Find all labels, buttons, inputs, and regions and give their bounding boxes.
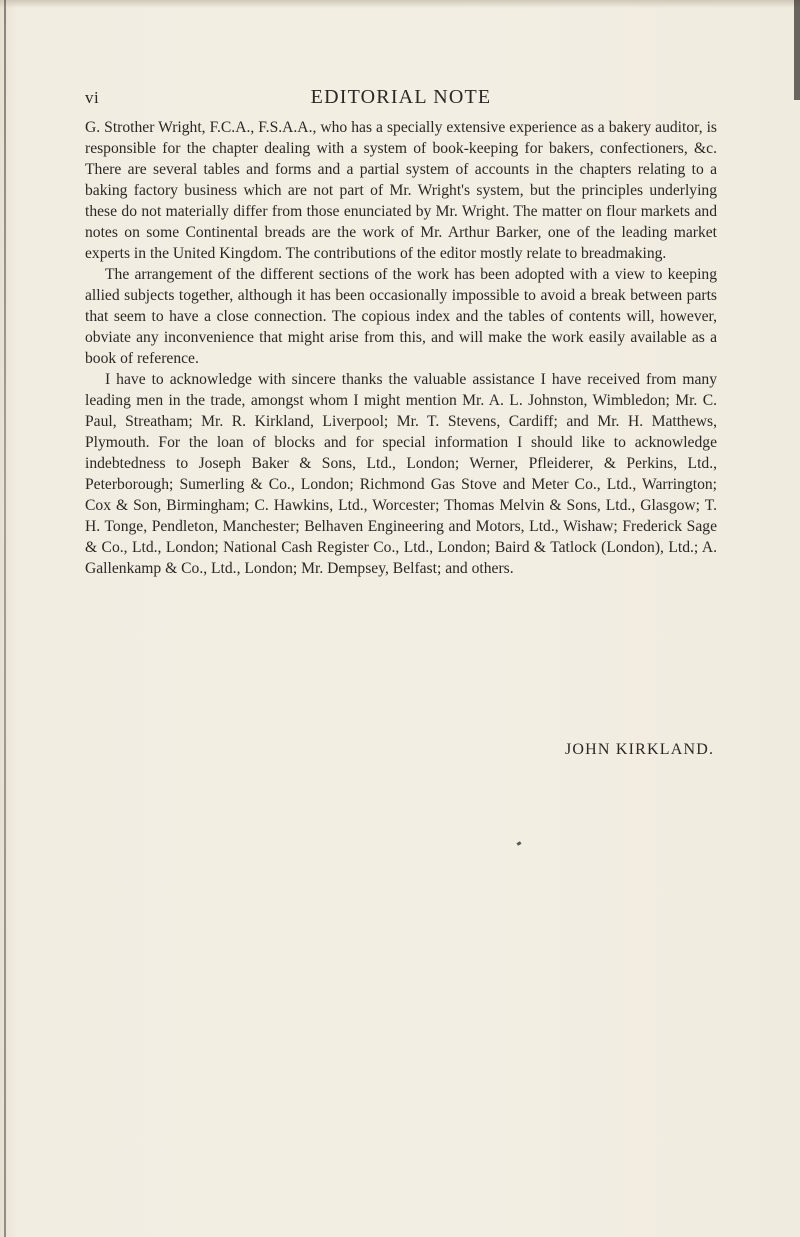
page-binding-edge <box>4 0 6 1237</box>
running-title: EDITORIAL NOTE <box>310 86 492 108</box>
running-header <box>85 86 717 112</box>
page-right-edge <box>794 0 800 100</box>
author-signature: JOHN KIRKLAND. <box>565 741 715 758</box>
paragraph-acknowledgements: I have to acknowledge with sincere thanks the valuable assistance I have received from many leading men in the trade, amongst whom I might mention Mr. A. L. Johnston, Wimbledon; Mr. C. Paul, Streatham; Mr. R. Kirkland, Liverpool; Mr. T. Stevens, Cardiff; and Mr. H. Matthews, Plymouth. For the loan of blocks and for special information I should like to acknowledge indebtedness to Joseph Baker & Sons, Ltd., London; Werner, Pfleiderer, & Perkins, Ltd., Peterborough; Sumerling & Co., London; Richmond Gas Stove and Meter Co., Ltd., Warrington; Cox & Son, Birmingham; C. Hawkins, Ltd., Worcester; Thomas Melvin & Sons, Ltd., Glasgow; T. H. Tonge, Pendleton, Manchester; Belhaven Engineering and Motors, Ltd., Wishaw; Frederick Sage & Co., Ltd., London; National Cash Register Co., Ltd., London; Baird & Tatlock (London), Ltd.; A. Gallenkamp & Co., Ltd., London; Mr. Dempsey, Belfast; and others. <box>85 371 717 577</box>
paragraph-arrangement: The arrangement of the different sections of the work has been adopted with a view to keeping allied subjects together, although it has been occasionally impossible to avoid a break between parts that seem to have a close connection. The copious index and the tables of contents will, however, obviate any inconvenience that might arise from this, and will make the work easily available as a book of reference. <box>85 266 717 367</box>
paragraph-contributors: G. Strother Wright, F.C.A., F.S.A.A., who has a specially extensive experience as a bakery auditor, is responsible for the chapter dealing with a system of book-keeping for bakers, confectioners, &c. There are several tables and forms and a partial system of accounts in the chapters relating to a baking factory business which are not part of Mr. Wright's system, but the principles underlying these do not materially differ from those enunciated by Mr. Wright. The matter on flour markets and notes on some Continental breads are the work of Mr. Arthur Barker, one of the leading market experts in the United Kingdom. The contributions of the editor mostly relate to breadmaking. <box>85 119 717 262</box>
ink-speck <box>517 841 522 846</box>
page-top-shadow <box>0 0 800 8</box>
editorial-note-body <box>85 117 717 579</box>
page-number: vi <box>85 88 100 107</box>
